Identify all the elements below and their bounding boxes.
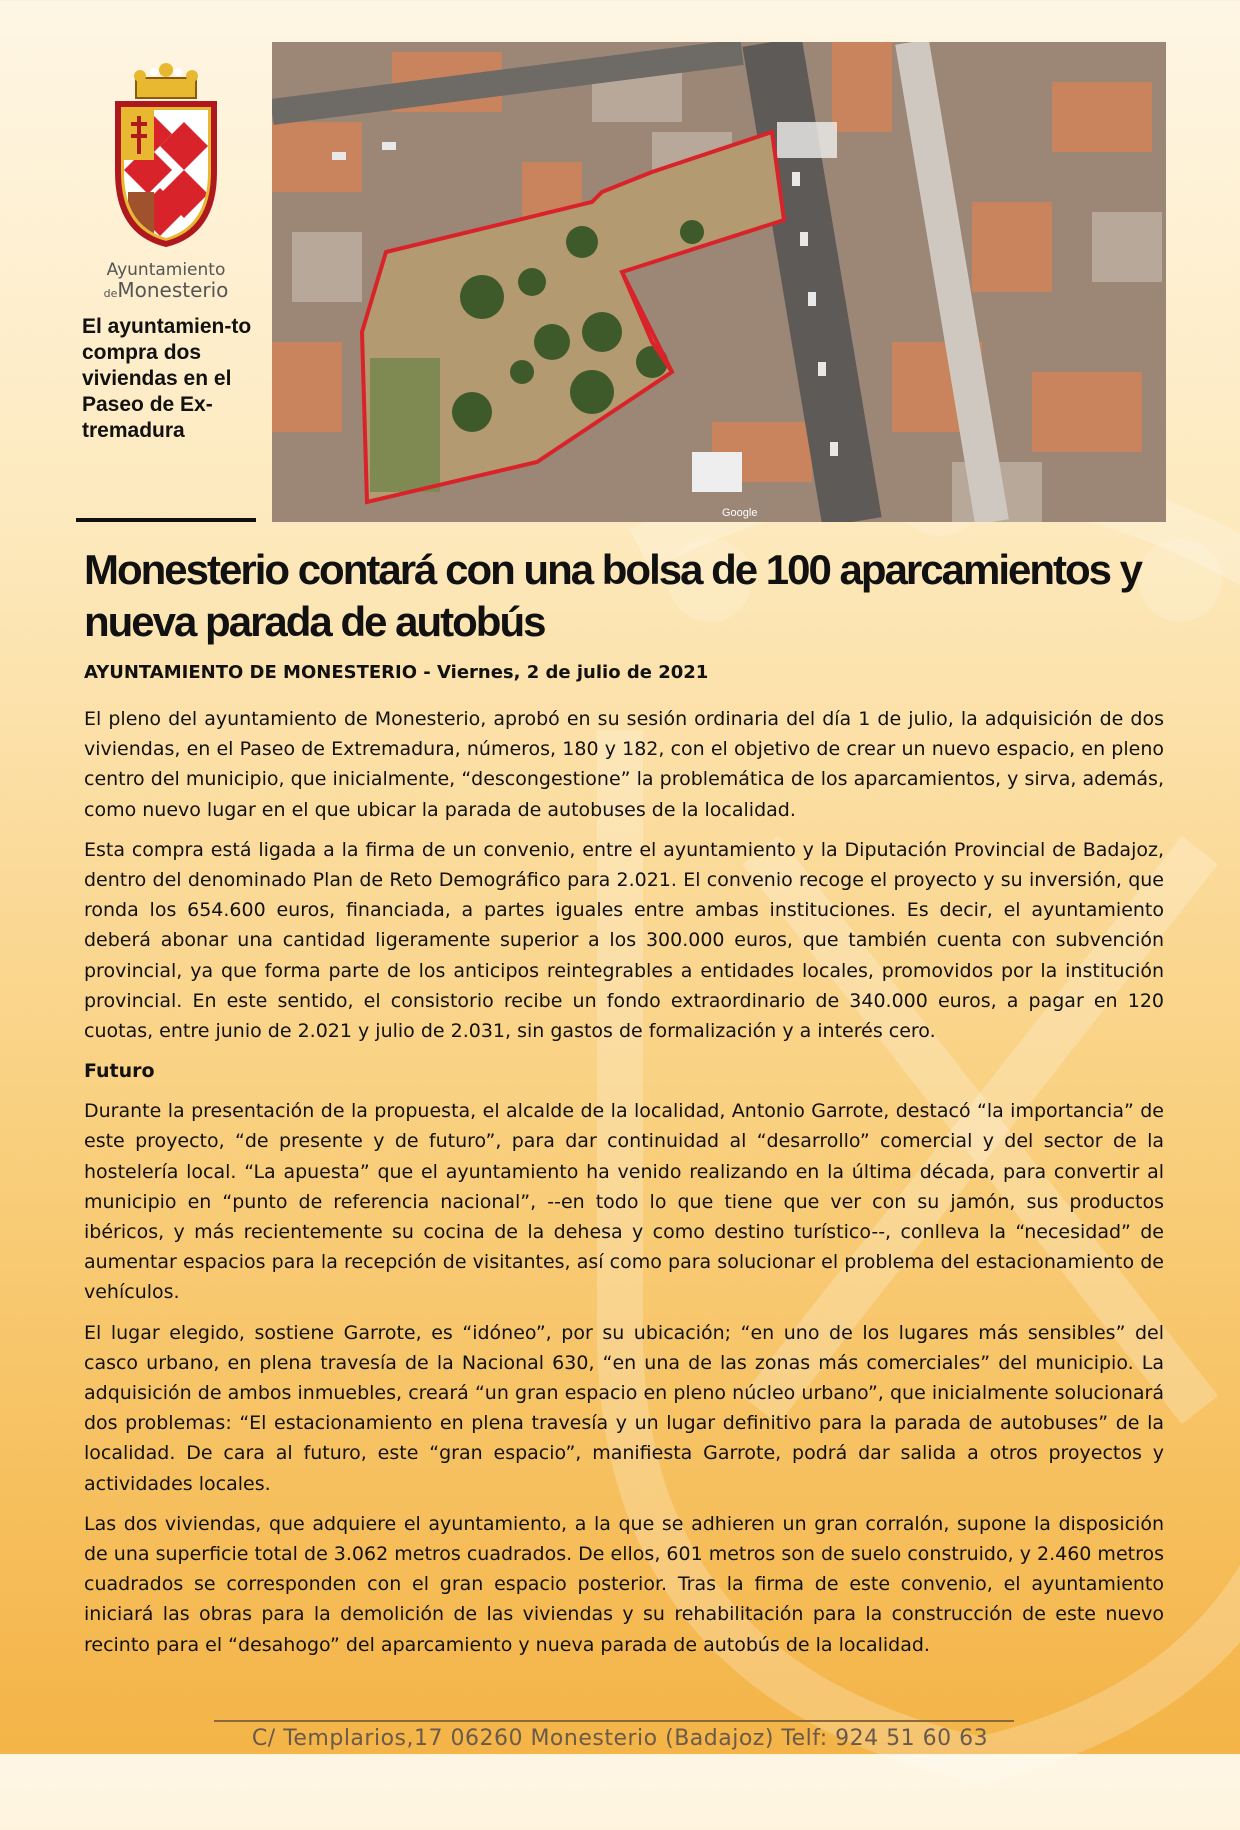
footer-address: C/ Templarios,17 06260 Monesterio (Badajoz) Telf: 924 51 60 63	[251, 1726, 989, 1751]
subheading-futuro: Futuro	[84, 1060, 155, 1083]
footer-divider	[214, 1720, 1014, 1722]
logo-line-monesterio: deMonesterio	[103, 278, 229, 302]
logo-line-ayuntamiento: Ayuntamiento	[106, 260, 226, 280]
photo-credit: Google	[722, 507, 758, 519]
paragraph-5: Las dos viviendas, que adquiere el ayuntamiento, a la que se adhieren un gran corralón, supone la disposición de una superficie total de 3.062 metros cuadrados. De ellos, 601 metros son de suelo construido, y 2.460 metros cuadrados se corresponden con el gran espacio posterior. Tras la firma de este convenio, el ayuntamiento iniciará las obras para la demolición de las viviendas y su rehabilitación para la construcción de este nuevo recinto para el “desahogo” del aparcamiento y nueva parada de autobús de la localidad.	[84, 1512, 1164, 1656]
paragraph-1: El pleno del ayuntamiento de Monesterio, aprobó en su sesión ordinaria del día 1 de julio, la adquisición de dos viviendas, en el Paseo de Extremadura, números, 180 y 182, con el objetivo de crear un nuevo espacio, en pleno centro del municipio, que inicialmente, “descongestione” la problemática de los aparcamientos, y sirva, además, como nuevo lugar en el que ubicar la parada de autobuses de la localidad.	[84, 708, 1164, 821]
teaser-divider	[76, 518, 256, 522]
logo-wordmark	[80, 260, 252, 304]
municipal-crest-logo	[96, 62, 236, 252]
paragraph-2: Esta compra está ligada a la firma de un convenio, entre el ayuntamiento y la Diputación Provincial de Badajoz, dentro del denominado Plan de Reto Demográfico para 2.021. El convenio recoge el proyecto y su inversión, que ronda los 654.600 euros, financiada, a partes iguales entre ambas instituciones. Es decir, el ayuntamiento deberá abonar una cantidad ligeramente superior a los 300.000 euros, que también cuenta con subvención provincial, ya que forma parte de los anticipos reintegrables a entidades locales, promovidos por la institución provincial. En este sentido, el consistorio recibe un fondo extraordinario de 340.000 euros, a pagar en 120 cuotas, entre junio de 2.021 y julio de 2.031, sin gastos de formalización y a interés cero.	[84, 838, 1164, 1043]
article-byline: AYUNTAMIENTO DE MONESTERIO - Viernes, 2 de julio de 2021	[84, 662, 709, 683]
aerial-photo	[272, 42, 1166, 522]
paragraph-4: El lugar elegido, sostiene Garrote, es “idóneo”, por su ubicación; “en uno de los lugares más sensibles” del casco urbano, en plena travesía de la Nacional 630, “en una de las zonas más comerciales” del municipio. La adquisición de ambos inmuebles, creará “un gran espacio en pleno núcleo urbano”, que inicialmente solucionará dos problemas: “El estacionamiento en plena travesía y un lugar definitivo para la parada de autobuses” de la localidad. De cara al futuro, este “gran espacio”, manifiesta Garrote, podrá dar salida a otros proyectos y actividades locales.	[84, 1321, 1164, 1495]
article-body	[84, 704, 1164, 1670]
paragraph-3: Durante la presentación de la propuesta, el alcalde de la localidad, Antonio Garrote, destacó “la importancia” de este proyecto, “de presente y de futuro”, para dar continuidad al “desarrollo” comercial y del sector de la hostelería local. “La apuesta” que el ayuntamiento ha venido realizando en la última década, para convertir al municipio en “punto de referencia nacional”, --en todo lo que tiene que ver con su jamón, sus productos ibéricos, y más recientemente su cocina de la dehesa y como destino turístico--, conlleva la “necesidad” de aumentar espacios para la recepción de visitantes, así como para solucionar el problema del estacionamiento de vehículos.	[84, 1100, 1164, 1304]
teaser-text: El ayuntamien-to compra dos viviendas en el Paseo de Ex-tremadura	[82, 315, 252, 442]
article-headline: Monesterio contará con una bolsa de 100 aparcamientos y nueva parada de autobús	[84, 546, 1142, 645]
